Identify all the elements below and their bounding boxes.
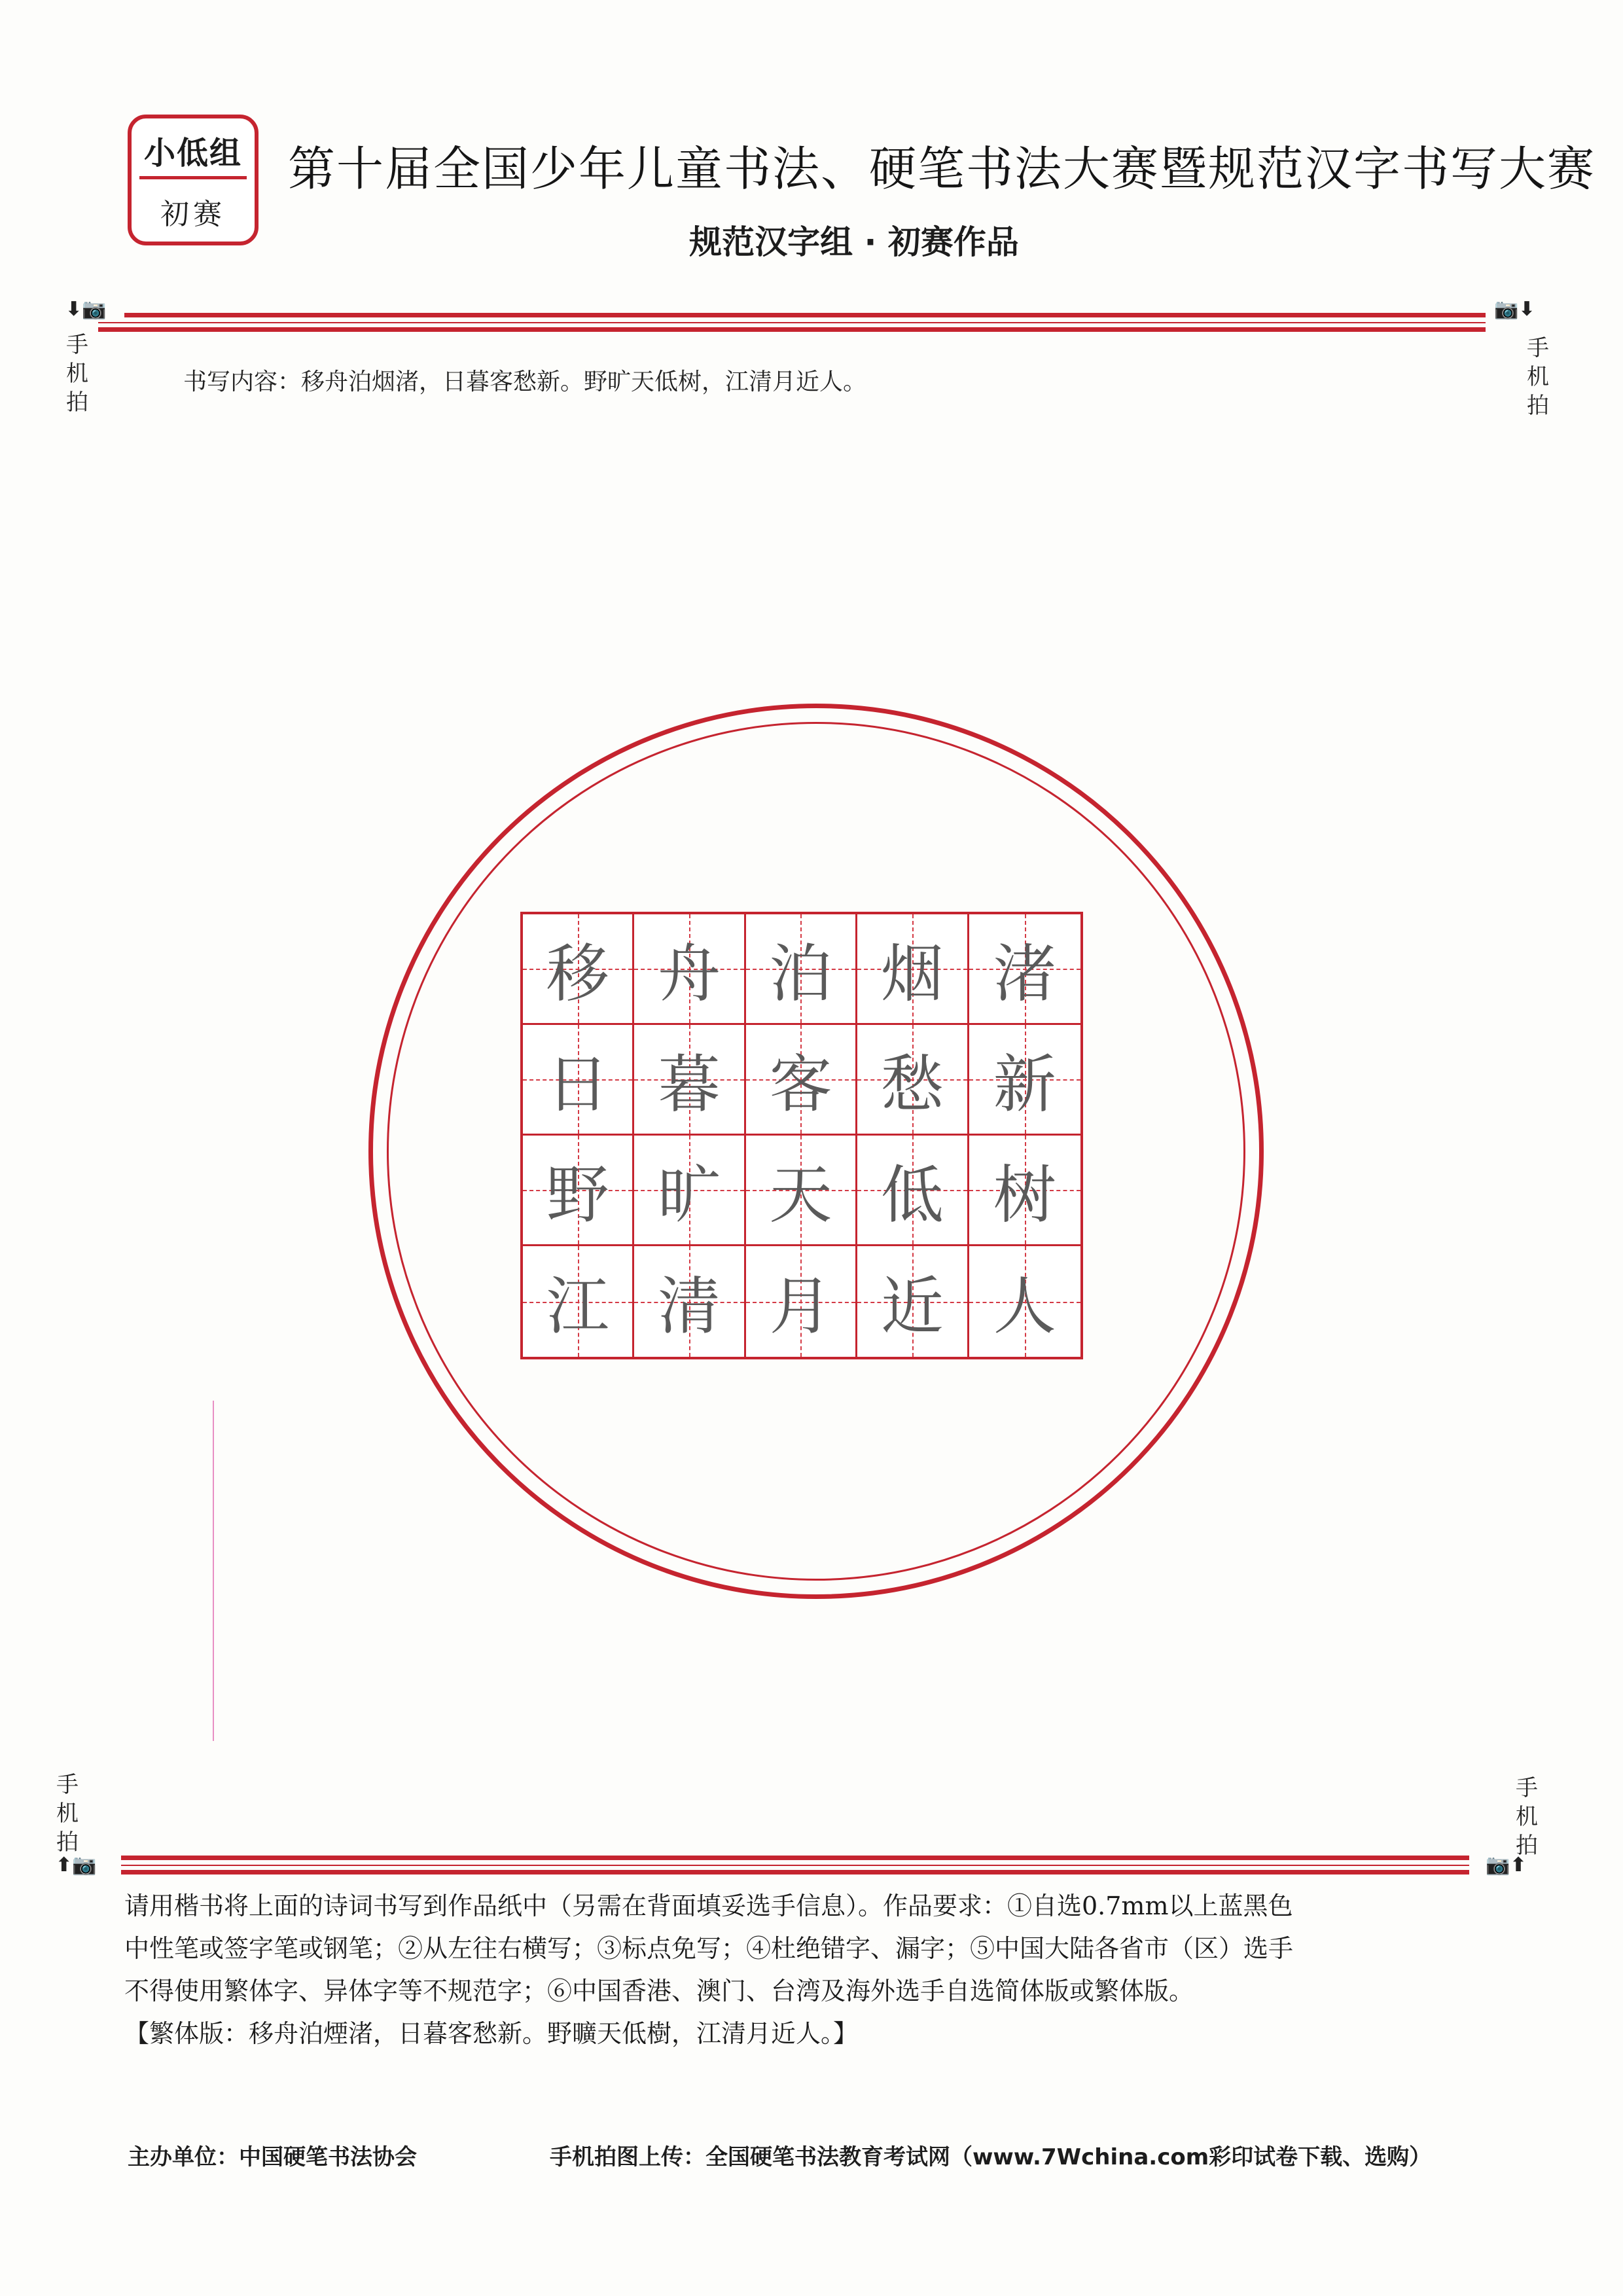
vertical-char: 手 bbox=[66, 332, 88, 358]
grid-cell bbox=[523, 1246, 634, 1357]
grid-char: 渚 bbox=[993, 937, 1056, 1011]
arrow-down-icon: ⬇ bbox=[1518, 298, 1535, 321]
badge-group-label: 小低组 bbox=[143, 135, 242, 171]
grid-cell bbox=[969, 914, 1080, 1025]
grid-char: 移 bbox=[546, 937, 609, 1011]
vertical-char: 拍 bbox=[1527, 393, 1549, 419]
vertical-char: 拍 bbox=[56, 1829, 79, 1856]
camera-icon: 📷 bbox=[1486, 1854, 1510, 1876]
instruction-line: 中性笔或签字笔或钢笔；②从左往右横写；③标点免写；④杜绝错字、漏字；⑤中国大陆各省市（区）选手 bbox=[124, 1934, 1294, 1963]
grid-char: 低 bbox=[880, 1158, 944, 1232]
grid-cell bbox=[746, 1136, 857, 1246]
grid-char: 近 bbox=[880, 1270, 944, 1343]
grid-char: 日 bbox=[546, 1047, 609, 1121]
instruction-line: 请用楷书将上面的诗词书写到作品纸中（另需在背面填妥选手信息）。作品要求：①自选0.7mm以上蓝黑色 bbox=[124, 1892, 1293, 1920]
camera-marker-top-left bbox=[65, 298, 107, 321]
writing-grid bbox=[520, 912, 1083, 1359]
competition-title: 第十届全国少年儿童书法、硬笔书法大赛暨规范汉字书写大赛 bbox=[288, 141, 1596, 196]
grid-cell bbox=[523, 914, 634, 1025]
arrow-up-icon: ⬆ bbox=[1510, 1854, 1527, 1876]
badge-divider bbox=[139, 176, 247, 179]
top-rule-thick bbox=[124, 313, 1486, 317]
bottom-rule-thin bbox=[121, 1865, 1469, 1866]
grid-char: 舟 bbox=[658, 937, 721, 1011]
grid-char: 月 bbox=[769, 1270, 832, 1343]
grid-char: 清 bbox=[658, 1270, 721, 1343]
top-rule-thin bbox=[98, 322, 1486, 323]
grid-cell bbox=[969, 1136, 1080, 1246]
instructions bbox=[124, 1885, 1512, 2055]
grid-char: 树 bbox=[993, 1158, 1056, 1232]
organizer: 主办单位：中国硬笔书法协会 bbox=[128, 2144, 417, 2170]
vertical-char: 机 bbox=[1527, 364, 1549, 390]
grid-char: 泊 bbox=[769, 937, 832, 1011]
grid-cell bbox=[634, 914, 745, 1025]
grid-cell bbox=[969, 1025, 1080, 1136]
arrow-up-icon: ⬆ bbox=[56, 1854, 73, 1876]
vertical-char: 机 bbox=[1516, 1804, 1538, 1830]
vertical-label-bottom-left bbox=[54, 1770, 80, 1857]
camera-icon: 📷 bbox=[1494, 298, 1519, 321]
camera-marker-bottom-right bbox=[1486, 1854, 1527, 1876]
vertical-label-top-left bbox=[64, 331, 90, 417]
vertical-char: 拍 bbox=[1516, 1833, 1538, 1859]
grid-char: 野 bbox=[546, 1158, 609, 1232]
grid-cell bbox=[634, 1136, 745, 1246]
camera-icon: 📷 bbox=[82, 298, 107, 321]
vertical-char: 拍 bbox=[66, 389, 88, 416]
instruction-line: 不得使用繁体字、异体字等不规范字；⑥中国香港、澳门、台湾及海外选手自选简体版或繁体版。 bbox=[124, 1977, 1194, 2005]
vertical-char: 手 bbox=[1516, 1775, 1538, 1801]
grid-cell bbox=[857, 1136, 969, 1246]
grid-char: 天 bbox=[769, 1158, 832, 1232]
grid-cell bbox=[634, 1246, 745, 1357]
grid-cell bbox=[857, 1246, 969, 1357]
camera-marker-top-right bbox=[1494, 298, 1535, 321]
grid-cell bbox=[746, 1246, 857, 1357]
grid-cell bbox=[523, 1025, 634, 1136]
camera-icon: 📷 bbox=[72, 1854, 97, 1876]
vertical-char: 手 bbox=[1527, 335, 1549, 361]
grid-cell bbox=[857, 914, 969, 1025]
upload-info: 手机拍图上传：全国硬笔书法教育考试网（www.7Wchina.com彩印试卷下载、选购） bbox=[550, 2144, 1432, 2170]
vertical-label-top-right bbox=[1525, 334, 1551, 420]
grid-cell bbox=[523, 1136, 634, 1246]
writing-content-text: 移舟泊烟渚，日暮客愁新。野旷天低树，江清月近人。 bbox=[301, 368, 867, 395]
grid-char: 旷 bbox=[658, 1158, 721, 1232]
grid-cell bbox=[969, 1246, 1080, 1357]
grid-char: 新 bbox=[993, 1047, 1056, 1121]
bottom-rule-thick-2 bbox=[121, 1870, 1469, 1874]
badge-stage-label: 初赛 bbox=[160, 198, 226, 231]
bottom-rule-thick bbox=[121, 1856, 1469, 1860]
grid-char: 江 bbox=[546, 1270, 609, 1343]
grid-char: 人 bbox=[993, 1270, 1056, 1343]
grid-char: 客 bbox=[769, 1047, 832, 1121]
grid-cell bbox=[634, 1025, 745, 1136]
competition-subtitle: 规范汉字组 · 初赛作品 bbox=[689, 223, 1019, 261]
margin-line bbox=[213, 1401, 214, 1741]
camera-marker-bottom-left bbox=[56, 1854, 97, 1876]
writing-content-label: 书写内容： bbox=[183, 368, 302, 395]
top-rule-thick-2 bbox=[98, 327, 1486, 332]
grid-cell bbox=[746, 914, 857, 1025]
traditional-version: 【繁体版：移舟泊煙渚，日暮客愁新。野曠天低樹，江清月近人。】 bbox=[124, 2019, 859, 2048]
grid-cell bbox=[857, 1025, 969, 1136]
grid-char: 烟 bbox=[880, 937, 944, 1011]
grid-char: 暮 bbox=[658, 1047, 721, 1121]
vertical-char: 手 bbox=[56, 1772, 79, 1798]
vertical-label-bottom-right bbox=[1514, 1774, 1540, 1860]
grid-char: 愁 bbox=[880, 1047, 944, 1121]
grid-cell bbox=[746, 1025, 857, 1136]
vertical-char: 机 bbox=[56, 1801, 79, 1827]
arrow-down-icon: ⬇ bbox=[65, 298, 82, 321]
vertical-char: 机 bbox=[66, 361, 88, 387]
writing-content bbox=[183, 363, 866, 397]
